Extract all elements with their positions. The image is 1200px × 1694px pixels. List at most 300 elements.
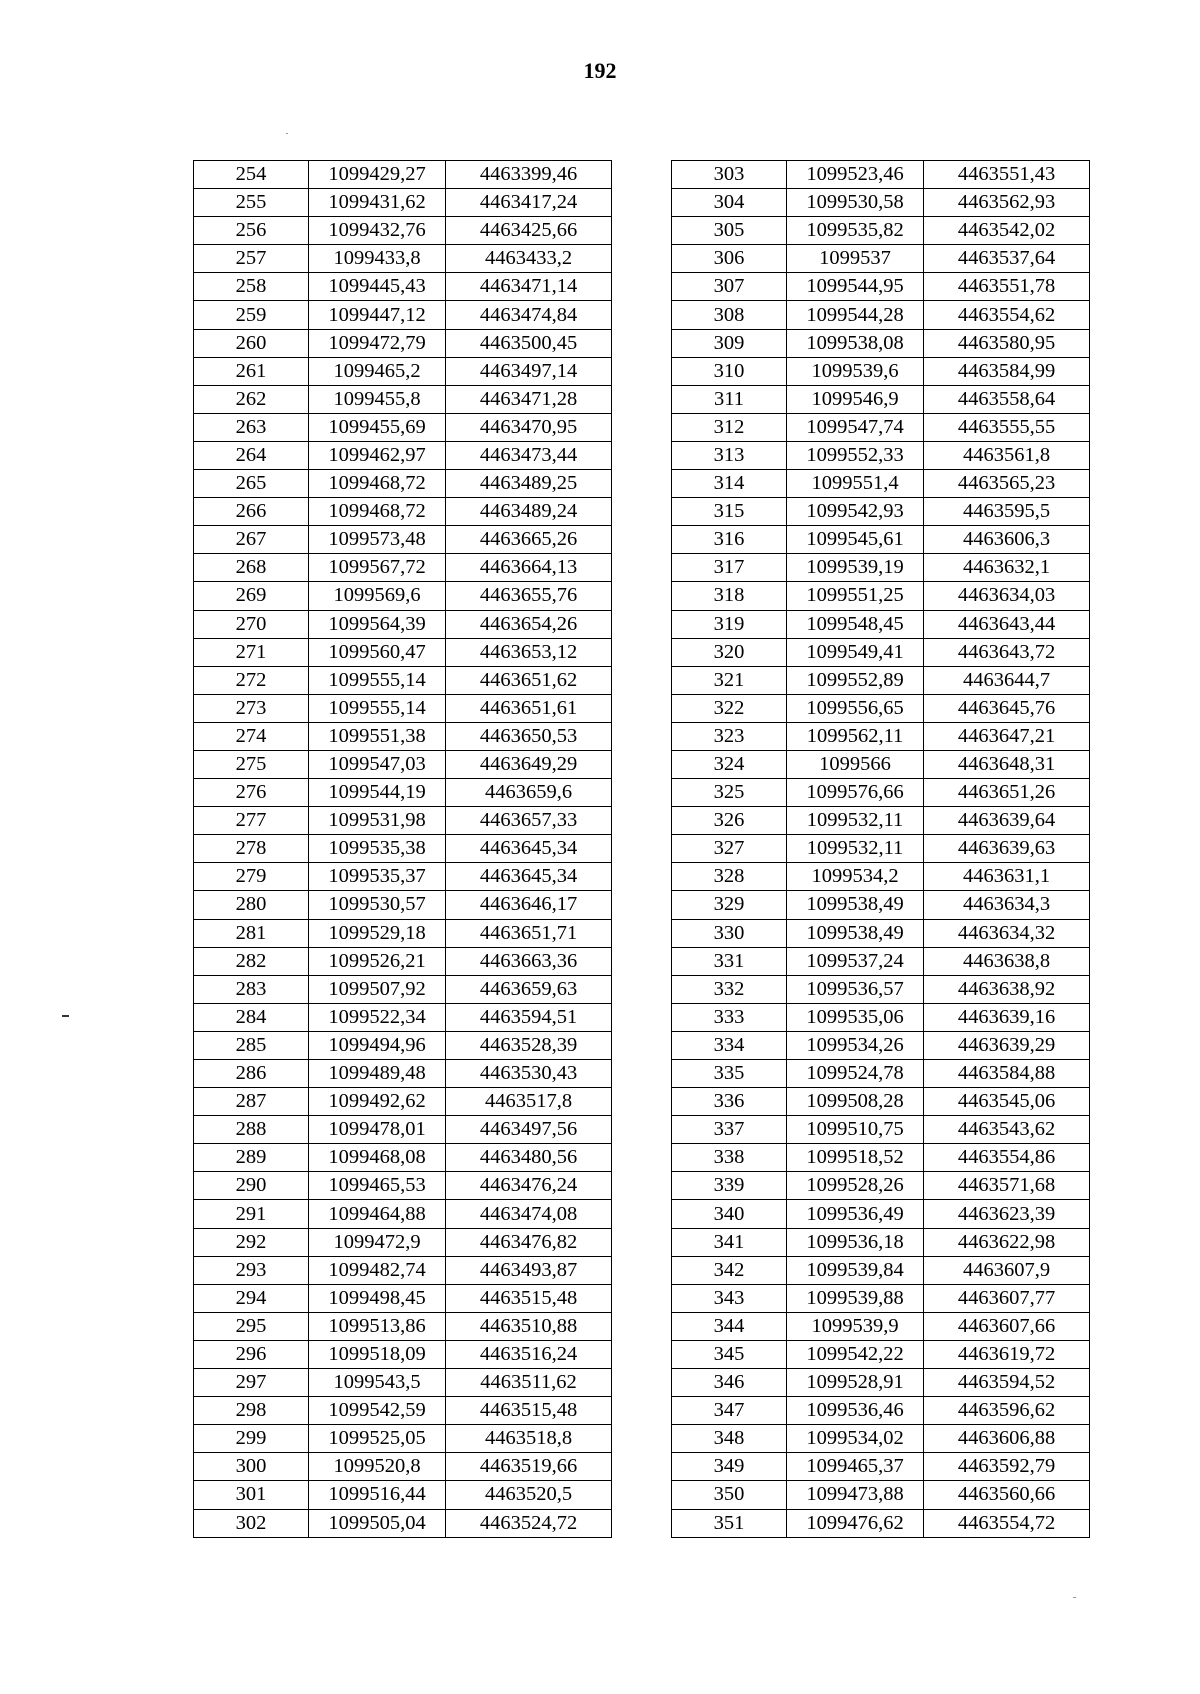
table-row [672,1509,1090,1537]
point-number-cell: 277 [194,807,309,835]
point-number-cell: 263 [194,413,309,441]
table-row [672,891,1090,919]
point-number-cell: 332 [672,975,787,1003]
y-coordinate-cell: 4463471,14 [446,273,612,301]
x-coordinate-cell: 1099539,88 [787,1284,924,1312]
x-coordinate-cell: 1099543,5 [309,1369,446,1397]
y-coordinate-cell: 4463639,29 [924,1031,1090,1059]
point-number-cell: 299 [194,1425,309,1453]
x-coordinate-cell: 1099576,66 [787,779,924,807]
point-number-cell: 266 [194,498,309,526]
point-number-cell: 291 [194,1200,309,1228]
y-coordinate-cell: 4463647,21 [924,722,1090,750]
scan-speck [286,133,288,134]
y-coordinate-cell: 4463651,61 [446,694,612,722]
point-number-cell: 298 [194,1397,309,1425]
table-row [672,273,1090,301]
y-coordinate-cell: 4463592,79 [924,1453,1090,1481]
x-coordinate-cell: 1099464,88 [309,1200,446,1228]
x-coordinate-cell: 1099535,37 [309,863,446,891]
y-coordinate-cell: 4463489,24 [446,498,612,526]
x-coordinate-cell: 1099465,2 [309,357,446,385]
x-coordinate-cell: 1099445,43 [309,273,446,301]
y-coordinate-cell: 4463607,66 [924,1312,1090,1340]
point-number-cell: 331 [672,947,787,975]
x-coordinate-cell: 1099534,2 [787,863,924,891]
point-number-cell: 293 [194,1256,309,1284]
table-row [194,1256,612,1284]
y-coordinate-cell: 4463634,3 [924,891,1090,919]
y-coordinate-cell: 4463511,62 [446,1369,612,1397]
table-row [672,1088,1090,1116]
y-coordinate-cell: 4463554,72 [924,1509,1090,1537]
point-number-cell: 308 [672,301,787,329]
table-row [194,779,612,807]
table-row [194,975,612,1003]
x-coordinate-cell: 1099530,57 [309,891,446,919]
point-number-cell: 283 [194,975,309,1003]
x-coordinate-cell: 1099462,97 [309,441,446,469]
point-number-cell: 340 [672,1200,787,1228]
y-coordinate-cell: 4463473,44 [446,441,612,469]
table-row [194,329,612,357]
point-number-cell: 284 [194,1003,309,1031]
x-coordinate-cell: 1099524,78 [787,1060,924,1088]
table-row [672,694,1090,722]
point-number-cell: 300 [194,1453,309,1481]
x-coordinate-cell: 1099539,19 [787,554,924,582]
point-number-cell: 349 [672,1453,787,1481]
table-row [672,1312,1090,1340]
x-coordinate-cell: 1099547,74 [787,413,924,441]
point-number-cell: 255 [194,189,309,217]
table-row [194,835,612,863]
point-number-cell: 312 [672,413,787,441]
point-number-cell: 335 [672,1060,787,1088]
y-coordinate-cell: 4463643,72 [924,638,1090,666]
coordinates-table-right [671,160,1090,1538]
point-number-cell: 323 [672,722,787,750]
table-row [194,947,612,975]
y-coordinate-cell: 4463657,33 [446,807,612,835]
point-number-cell: 344 [672,1312,787,1340]
point-number-cell: 321 [672,666,787,694]
y-coordinate-cell: 4463663,36 [446,947,612,975]
y-coordinate-cell: 4463558,64 [924,385,1090,413]
table-row [194,1453,612,1481]
y-coordinate-cell: 4463510,88 [446,1312,612,1340]
y-coordinate-cell: 4463554,62 [924,301,1090,329]
x-coordinate-cell: 1099473,88 [787,1481,924,1509]
table-row [194,1397,612,1425]
y-coordinate-cell: 4463530,43 [446,1060,612,1088]
table-row [194,217,612,245]
x-coordinate-cell: 1099536,49 [787,1200,924,1228]
y-coordinate-cell: 4463515,48 [446,1284,612,1312]
table-row [672,357,1090,385]
table-row [194,919,612,947]
y-coordinate-cell: 4463639,63 [924,835,1090,863]
y-coordinate-cell: 4463619,72 [924,1340,1090,1368]
table-row [672,161,1090,189]
x-coordinate-cell: 1099510,75 [787,1116,924,1144]
point-number-cell: 301 [194,1481,309,1509]
x-coordinate-cell: 1099564,39 [309,610,446,638]
x-coordinate-cell: 1099535,82 [787,217,924,245]
table-row [672,245,1090,273]
x-coordinate-cell: 1099544,95 [787,273,924,301]
y-coordinate-cell: 4463651,71 [446,919,612,947]
table-row [672,1397,1090,1425]
table-row [672,385,1090,413]
y-coordinate-cell: 4463594,51 [446,1003,612,1031]
y-coordinate-cell: 4463631,1 [924,863,1090,891]
x-coordinate-cell: 1099536,57 [787,975,924,1003]
point-number-cell: 268 [194,554,309,582]
table-row [672,1228,1090,1256]
point-number-cell: 296 [194,1340,309,1368]
y-coordinate-cell: 4463571,68 [924,1172,1090,1200]
y-coordinate-cell: 4463417,24 [446,189,612,217]
table-row [672,526,1090,554]
scan-speck [1073,1597,1076,1598]
table-row [194,863,612,891]
table-row [672,1060,1090,1088]
y-coordinate-cell: 4463596,62 [924,1397,1090,1425]
table-row [672,1340,1090,1368]
x-coordinate-cell: 1099538,49 [787,891,924,919]
table-row [672,863,1090,891]
table-row [672,301,1090,329]
point-number-cell: 339 [672,1172,787,1200]
point-number-cell: 330 [672,919,787,947]
table-row [194,807,612,835]
x-coordinate-cell: 1099544,19 [309,779,446,807]
x-coordinate-cell: 1099478,01 [309,1116,446,1144]
x-coordinate-cell: 1099535,38 [309,835,446,863]
y-coordinate-cell: 4463519,66 [446,1453,612,1481]
y-coordinate-cell: 4463645,34 [446,835,612,863]
point-number-cell: 311 [672,385,787,413]
table-row [672,975,1090,1003]
y-coordinate-cell: 4463517,8 [446,1088,612,1116]
y-coordinate-cell: 4463632,1 [924,554,1090,582]
x-coordinate-cell: 1099548,45 [787,610,924,638]
y-coordinate-cell: 4463594,52 [924,1369,1090,1397]
point-number-cell: 261 [194,357,309,385]
y-coordinate-cell: 4463500,45 [446,329,612,357]
table-row [194,1200,612,1228]
y-coordinate-cell: 4463497,14 [446,357,612,385]
x-coordinate-cell: 1099494,96 [309,1031,446,1059]
table-row [194,441,612,469]
y-coordinate-cell: 4463659,6 [446,779,612,807]
point-number-cell: 338 [672,1144,787,1172]
point-number-cell: 259 [194,301,309,329]
y-coordinate-cell: 4463497,56 [446,1116,612,1144]
x-coordinate-cell: 1099523,46 [787,161,924,189]
x-coordinate-cell: 1099431,62 [309,189,446,217]
x-coordinate-cell: 1099542,93 [787,498,924,526]
x-coordinate-cell: 1099544,28 [787,301,924,329]
y-coordinate-cell: 4463634,32 [924,919,1090,947]
table-row [194,638,612,666]
x-coordinate-cell: 1099516,44 [309,1481,446,1509]
point-number-cell: 307 [672,273,787,301]
table-row [672,582,1090,610]
point-number-cell: 262 [194,385,309,413]
y-coordinate-cell: 4463433,2 [446,245,612,273]
table-row [672,1200,1090,1228]
table-row [672,413,1090,441]
point-number-cell: 318 [672,582,787,610]
table-row [672,779,1090,807]
point-number-cell: 260 [194,329,309,357]
y-coordinate-cell: 4463399,46 [446,161,612,189]
x-coordinate-cell: 1099508,28 [787,1088,924,1116]
point-number-cell: 305 [672,217,787,245]
point-number-cell: 350 [672,1481,787,1509]
y-coordinate-cell: 4463584,99 [924,357,1090,385]
x-coordinate-cell: 1099551,38 [309,722,446,750]
x-coordinate-cell: 1099507,92 [309,975,446,1003]
x-coordinate-cell: 1099539,6 [787,357,924,385]
point-number-cell: 279 [194,863,309,891]
point-number-cell: 348 [672,1425,787,1453]
table-row [194,1312,612,1340]
table-row [194,413,612,441]
point-number-cell: 322 [672,694,787,722]
y-coordinate-cell: 4463634,03 [924,582,1090,610]
point-number-cell: 282 [194,947,309,975]
table-row [672,638,1090,666]
point-number-cell: 270 [194,610,309,638]
point-number-cell: 346 [672,1369,787,1397]
y-coordinate-cell: 4463651,26 [924,779,1090,807]
point-number-cell: 310 [672,357,787,385]
x-coordinate-cell: 1099522,34 [309,1003,446,1031]
x-coordinate-cell: 1099534,02 [787,1425,924,1453]
x-coordinate-cell: 1099535,06 [787,1003,924,1031]
y-coordinate-cell: 4463645,34 [446,863,612,891]
y-coordinate-cell: 4463476,24 [446,1172,612,1200]
y-coordinate-cell: 4463654,26 [446,610,612,638]
point-number-cell: 351 [672,1509,787,1537]
x-coordinate-cell: 1099530,58 [787,189,924,217]
table-row [194,1003,612,1031]
y-coordinate-cell: 4463515,48 [446,1397,612,1425]
x-coordinate-cell: 1099505,04 [309,1509,446,1537]
x-coordinate-cell: 1099433,8 [309,245,446,273]
y-coordinate-cell: 4463584,88 [924,1060,1090,1088]
table-row [672,666,1090,694]
table-row [194,1369,612,1397]
point-number-cell: 325 [672,779,787,807]
x-coordinate-cell: 1099551,25 [787,582,924,610]
x-coordinate-cell: 1099498,45 [309,1284,446,1312]
y-coordinate-cell: 4463607,9 [924,1256,1090,1284]
table-row [672,722,1090,750]
table-row [672,554,1090,582]
x-coordinate-cell: 1099562,11 [787,722,924,750]
table-row [672,441,1090,469]
table-row [672,1425,1090,1453]
table-row [672,329,1090,357]
table-row [194,750,612,778]
x-coordinate-cell: 1099552,33 [787,441,924,469]
y-coordinate-cell: 4463665,26 [446,526,612,554]
x-coordinate-cell: 1099529,18 [309,919,446,947]
y-coordinate-cell: 4463659,63 [446,975,612,1003]
x-coordinate-cell: 1099539,9 [787,1312,924,1340]
x-coordinate-cell: 1099537,24 [787,947,924,975]
table-row [194,189,612,217]
point-number-cell: 345 [672,1340,787,1368]
point-number-cell: 278 [194,835,309,863]
point-number-cell: 287 [194,1088,309,1116]
table-row [672,1369,1090,1397]
y-coordinate-cell: 4463606,3 [924,526,1090,554]
table-row [672,498,1090,526]
x-coordinate-cell: 1099566 [787,750,924,778]
point-number-cell: 264 [194,441,309,469]
table-row [672,610,1090,638]
point-number-cell: 336 [672,1088,787,1116]
point-number-cell: 303 [672,161,787,189]
x-coordinate-cell: 1099482,74 [309,1256,446,1284]
y-coordinate-cell: 4463595,5 [924,498,1090,526]
y-coordinate-cell: 4463551,78 [924,273,1090,301]
x-coordinate-cell: 1099468,72 [309,470,446,498]
y-coordinate-cell: 4463543,62 [924,1116,1090,1144]
table-row [672,189,1090,217]
point-number-cell: 274 [194,722,309,750]
point-number-cell: 315 [672,498,787,526]
x-coordinate-cell: 1099532,11 [787,807,924,835]
x-coordinate-cell: 1099556,65 [787,694,924,722]
table-row [672,1453,1090,1481]
point-number-cell: 257 [194,245,309,273]
point-number-cell: 341 [672,1228,787,1256]
table-row [194,666,612,694]
point-number-cell: 317 [672,554,787,582]
y-coordinate-cell: 4463638,8 [924,947,1090,975]
table-row [672,1172,1090,1200]
table-row [194,526,612,554]
point-number-cell: 326 [672,807,787,835]
y-coordinate-cell: 4463644,7 [924,666,1090,694]
y-coordinate-cell: 4463565,23 [924,470,1090,498]
y-coordinate-cell: 4463542,02 [924,217,1090,245]
x-coordinate-cell: 1099520,8 [309,1453,446,1481]
point-number-cell: 327 [672,835,787,863]
y-coordinate-cell: 4463520,5 [446,1481,612,1509]
x-coordinate-cell: 1099536,18 [787,1228,924,1256]
x-coordinate-cell: 1099447,12 [309,301,446,329]
table-row [194,1088,612,1116]
y-coordinate-cell: 4463493,87 [446,1256,612,1284]
point-number-cell: 316 [672,526,787,554]
table-row [194,161,612,189]
x-coordinate-cell: 1099518,52 [787,1144,924,1172]
x-coordinate-cell: 1099552,89 [787,666,924,694]
table-row [672,470,1090,498]
table-row [194,694,612,722]
y-coordinate-cell: 4463480,56 [446,1144,612,1172]
point-number-cell: 285 [194,1031,309,1059]
table-row [194,245,612,273]
x-coordinate-cell: 1099534,26 [787,1031,924,1059]
point-number-cell: 309 [672,329,787,357]
point-number-cell: 265 [194,470,309,498]
y-coordinate-cell: 4463655,76 [446,582,612,610]
table-row [194,498,612,526]
y-coordinate-cell: 4463580,95 [924,329,1090,357]
point-number-cell: 267 [194,526,309,554]
y-coordinate-cell: 4463524,72 [446,1509,612,1537]
y-coordinate-cell: 4463555,55 [924,413,1090,441]
point-number-cell: 256 [194,217,309,245]
y-coordinate-cell: 4463545,06 [924,1088,1090,1116]
point-number-cell: 333 [672,1003,787,1031]
x-coordinate-cell: 1099492,62 [309,1088,446,1116]
point-number-cell: 334 [672,1031,787,1059]
table-row [194,1284,612,1312]
table-row [672,1144,1090,1172]
point-number-cell: 275 [194,750,309,778]
table-row [194,357,612,385]
point-number-cell: 280 [194,891,309,919]
point-number-cell: 269 [194,582,309,610]
x-coordinate-cell: 1099532,11 [787,835,924,863]
y-coordinate-cell: 4463646,17 [446,891,612,919]
table-row [194,610,612,638]
y-coordinate-cell: 4463425,66 [446,217,612,245]
table-row [672,1256,1090,1284]
x-coordinate-cell: 1099528,91 [787,1369,924,1397]
y-coordinate-cell: 4463554,86 [924,1144,1090,1172]
x-coordinate-cell: 1099513,86 [309,1312,446,1340]
stray-mark [62,1015,69,1017]
x-coordinate-cell: 1099472,79 [309,329,446,357]
x-coordinate-cell: 1099537 [787,245,924,273]
table-row [194,1116,612,1144]
y-coordinate-cell: 4463476,82 [446,1228,612,1256]
point-number-cell: 281 [194,919,309,947]
x-coordinate-cell: 1099455,69 [309,413,446,441]
y-coordinate-cell: 4463537,64 [924,245,1090,273]
y-coordinate-cell: 4463645,76 [924,694,1090,722]
table-row [672,1284,1090,1312]
point-number-cell: 337 [672,1116,787,1144]
x-coordinate-cell: 1099555,14 [309,666,446,694]
x-coordinate-cell: 1099569,6 [309,582,446,610]
table-row [672,919,1090,947]
coordinates-table-left [193,160,612,1538]
y-coordinate-cell: 4463643,44 [924,610,1090,638]
y-coordinate-cell: 4463560,66 [924,1481,1090,1509]
point-number-cell: 297 [194,1369,309,1397]
table-row [672,217,1090,245]
y-coordinate-cell: 4463650,53 [446,722,612,750]
point-number-cell: 328 [672,863,787,891]
table-row [194,1031,612,1059]
table-row [194,273,612,301]
y-coordinate-cell: 4463639,64 [924,807,1090,835]
x-coordinate-cell: 1099573,48 [309,526,446,554]
table-row [672,947,1090,975]
x-coordinate-cell: 1099518,09 [309,1340,446,1368]
